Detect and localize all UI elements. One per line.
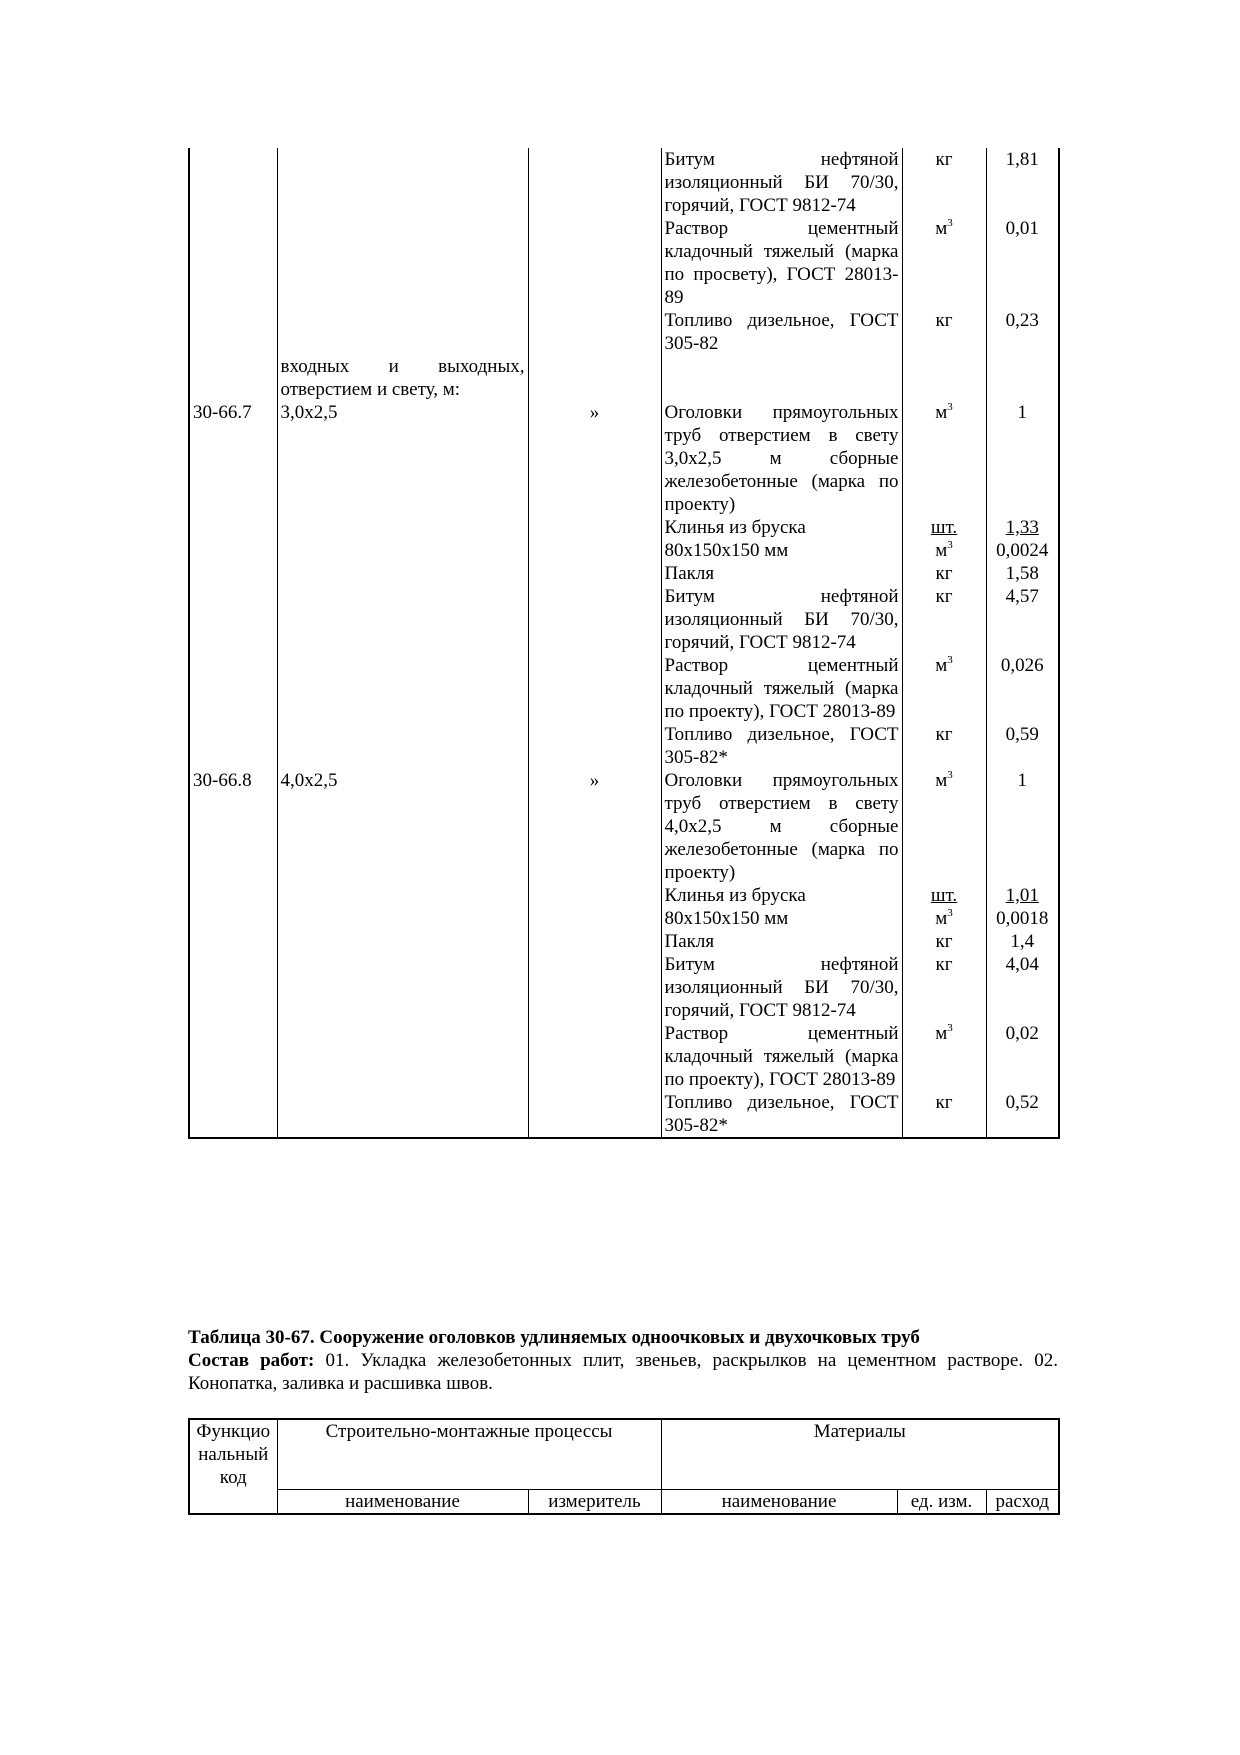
amount-text: 0,02 bbox=[1005, 1023, 1039, 1044]
unit-text: кг bbox=[935, 954, 953, 975]
materials-table-body bbox=[189, 148, 1059, 1138]
unit-text: м bbox=[935, 218, 948, 239]
material-cell: Клинья из бруска bbox=[661, 516, 902, 539]
unit-text: шт. bbox=[930, 885, 958, 906]
code-cell bbox=[189, 723, 277, 769]
unit-cell bbox=[902, 148, 986, 217]
unit-cell bbox=[902, 355, 986, 401]
name-cell bbox=[277, 930, 528, 953]
table-row bbox=[189, 539, 1059, 562]
unit-cell bbox=[902, 907, 986, 930]
code-cell bbox=[189, 930, 277, 953]
code-cell bbox=[189, 907, 277, 930]
name-cell: входных и выходных, отверстием и свету, м: bbox=[277, 355, 528, 401]
work-composition-text: 01. Укладка железобетонных плит, звеньев, раскрылков на цементном растворе. 02. Конопатка, заливка и расшивка швов. bbox=[188, 1350, 1058, 1394]
unit-text: кг bbox=[935, 931, 953, 952]
material-cell bbox=[661, 355, 902, 401]
unit-cell bbox=[902, 539, 986, 562]
code-cell bbox=[189, 1091, 277, 1138]
meter-cell bbox=[528, 907, 661, 930]
header-processes: Строительно-монтажные процессы bbox=[277, 1419, 661, 1489]
meter-cell bbox=[528, 654, 661, 723]
unit-text: шт. bbox=[930, 517, 958, 538]
code-cell bbox=[189, 148, 277, 217]
unit-text: м bbox=[935, 655, 948, 676]
material-cell: Топливо дизельное, ГОСТ 305-82* bbox=[661, 1091, 902, 1138]
unit-cell bbox=[902, 1022, 986, 1091]
unit-text: м bbox=[935, 540, 948, 561]
amount-cell bbox=[986, 907, 1059, 930]
amount-text: 1,4 bbox=[1010, 931, 1035, 952]
table-row bbox=[189, 562, 1059, 585]
table-row bbox=[189, 654, 1059, 723]
table-row bbox=[189, 355, 1059, 401]
meter-cell bbox=[528, 723, 661, 769]
meter-cell bbox=[528, 1091, 661, 1138]
unit-text: м bbox=[935, 402, 948, 423]
amount-text: 4,57 bbox=[1005, 586, 1039, 607]
material-cell: Оголовки прямоугольных труб отверстием в свету 4,0х2,5 м сборные железобетонные (марка по проекту) bbox=[661, 769, 902, 884]
amount-cell bbox=[986, 355, 1059, 401]
meter-cell bbox=[528, 585, 661, 654]
name-cell bbox=[277, 953, 528, 1022]
name-cell bbox=[277, 148, 528, 217]
amount-text: 0,59 bbox=[1005, 724, 1039, 745]
amount-cell bbox=[986, 217, 1059, 309]
unit-cell bbox=[902, 585, 986, 654]
name-cell bbox=[277, 217, 528, 309]
unit-text: м bbox=[935, 1023, 948, 1044]
meter-cell bbox=[528, 953, 661, 1022]
amount-cell bbox=[986, 516, 1059, 539]
amount-text: 0,0018 bbox=[996, 908, 1049, 929]
amount-text: 0,52 bbox=[1005, 1092, 1039, 1113]
meter-cell bbox=[528, 516, 661, 539]
table-caption: Таблица 30-67. Сооружение оголовков удлиняемых одноочковых и двухочковых труб bbox=[188, 1327, 920, 1348]
amount-cell bbox=[986, 309, 1059, 355]
materials-table bbox=[188, 148, 1060, 1139]
name-cell bbox=[277, 539, 528, 562]
meter-cell bbox=[528, 217, 661, 309]
amount-text: 1 bbox=[1017, 402, 1027, 423]
work-composition bbox=[188, 1349, 1058, 1395]
table-row bbox=[189, 309, 1059, 355]
header-table bbox=[188, 1418, 1060, 1515]
unit-text: м bbox=[935, 908, 948, 929]
meter-cell bbox=[528, 355, 661, 401]
table-row bbox=[189, 516, 1059, 539]
amount-cell bbox=[986, 1022, 1059, 1091]
name-cell bbox=[277, 562, 528, 585]
table-row bbox=[189, 884, 1059, 907]
name-cell bbox=[277, 585, 528, 654]
unit-cell bbox=[902, 953, 986, 1022]
amount-text: 0,026 bbox=[1000, 655, 1044, 676]
code-cell bbox=[189, 585, 277, 654]
unit-cell bbox=[902, 401, 986, 516]
code-cell: 30-66.7 bbox=[189, 401, 277, 516]
amount-cell bbox=[986, 585, 1059, 654]
material-cell: Пакля bbox=[661, 930, 902, 953]
amount-text: 1,58 bbox=[1005, 563, 1039, 584]
amount-cell bbox=[986, 401, 1059, 516]
name-cell bbox=[277, 1091, 528, 1138]
amount-text: 1 bbox=[1017, 770, 1027, 791]
table-row bbox=[189, 930, 1059, 953]
amount-cell bbox=[986, 562, 1059, 585]
table-row bbox=[189, 148, 1059, 217]
material-cell: Клинья из бруска bbox=[661, 884, 902, 907]
code-cell bbox=[189, 953, 277, 1022]
name-cell bbox=[277, 723, 528, 769]
material-cell: Раствор цементный кладочный тяжелый (марка по проекту), ГОСТ 28013-89 bbox=[661, 654, 902, 723]
code-cell bbox=[189, 884, 277, 907]
unit-cell bbox=[902, 769, 986, 884]
table-row bbox=[189, 953, 1059, 1022]
meter-cell bbox=[528, 1022, 661, 1091]
unit-text: кг bbox=[935, 149, 953, 170]
material-cell: Пакля bbox=[661, 562, 902, 585]
name-cell: 4,0х2,5 bbox=[277, 769, 528, 884]
unit-cell bbox=[902, 1091, 986, 1138]
header-func-code: Функцио нальный код bbox=[189, 1419, 277, 1514]
amount-cell bbox=[986, 930, 1059, 953]
table-row bbox=[189, 769, 1059, 884]
material-cell: Битум нефтяной изоляционный БИ 70/30, горячий, ГОСТ 9812-74 bbox=[661, 148, 902, 217]
material-cell: Битум нефтяной изоляционный БИ 70/30, горячий, ГОСТ 9812-74 bbox=[661, 953, 902, 1022]
meter-cell: » bbox=[528, 769, 661, 884]
meter-cell bbox=[528, 562, 661, 585]
code-cell bbox=[189, 355, 277, 401]
code-cell bbox=[189, 654, 277, 723]
unit-text: кг bbox=[935, 1092, 953, 1113]
header-mat-name: наименование bbox=[661, 1489, 897, 1514]
material-cell: Топливо дизельное, ГОСТ 305-82* bbox=[661, 723, 902, 769]
unit-superscript: 3 bbox=[947, 769, 953, 781]
table-row bbox=[189, 401, 1059, 516]
code-cell bbox=[189, 539, 277, 562]
amount-text: 1,81 bbox=[1005, 149, 1039, 170]
header-meter: измеритель bbox=[528, 1489, 661, 1514]
unit-cell bbox=[902, 562, 986, 585]
material-cell: Оголовки прямоугольных труб отверстием в свету 3,0х2,5 м сборные железобетонные (марка по проекту) bbox=[661, 401, 902, 516]
unit-superscript: 3 bbox=[947, 401, 953, 413]
name-cell bbox=[277, 654, 528, 723]
unit-cell bbox=[902, 309, 986, 355]
amount-text: 0,01 bbox=[1005, 218, 1039, 239]
unit-cell bbox=[902, 516, 986, 539]
amount-cell bbox=[986, 654, 1059, 723]
header-materials: Материалы bbox=[661, 1419, 1059, 1489]
table-row bbox=[189, 907, 1059, 930]
material-cell: 80х150х150 мм bbox=[661, 907, 902, 930]
material-cell: Раствор цементный кладочный тяжелый (марка по проекту), ГОСТ 28013-89 bbox=[661, 1022, 902, 1091]
header-unit: ед. изм. bbox=[897, 1489, 986, 1514]
unit-superscript: 3 bbox=[947, 539, 953, 551]
amount-text: 0,0024 bbox=[996, 540, 1049, 561]
unit-cell bbox=[902, 930, 986, 953]
name-cell bbox=[277, 309, 528, 355]
code-cell bbox=[189, 1022, 277, 1091]
amount-text: 0,23 bbox=[1005, 310, 1039, 331]
name-cell: 3,0х2,5 bbox=[277, 401, 528, 516]
code-cell bbox=[189, 562, 277, 585]
material-cell: Топливо дизельное, ГОСТ 305-82 bbox=[661, 309, 902, 355]
material-cell: 80х150х150 мм bbox=[661, 539, 902, 562]
amount-text: 4,04 bbox=[1005, 954, 1039, 975]
meter-cell bbox=[528, 539, 661, 562]
table-row bbox=[189, 1022, 1059, 1091]
header-row-bottom bbox=[189, 1489, 1059, 1514]
material-cell: Битум нефтяной изоляционный БИ 70/30, горячий, ГОСТ 9812-74 bbox=[661, 585, 902, 654]
amount-cell bbox=[986, 723, 1059, 769]
name-cell bbox=[277, 1022, 528, 1091]
code-cell bbox=[189, 217, 277, 309]
code-cell bbox=[189, 309, 277, 355]
table-row bbox=[189, 217, 1059, 309]
unit-cell bbox=[902, 654, 986, 723]
unit-superscript: 3 bbox=[947, 654, 953, 666]
amount-cell bbox=[986, 884, 1059, 907]
amount-cell bbox=[986, 953, 1059, 1022]
unit-text: м bbox=[935, 770, 948, 791]
unit-superscript: 3 bbox=[947, 217, 953, 229]
meter-cell bbox=[528, 148, 661, 217]
header-name: наименование bbox=[277, 1489, 528, 1514]
amount-cell bbox=[986, 769, 1059, 884]
table-row bbox=[189, 723, 1059, 769]
table-row bbox=[189, 1091, 1059, 1138]
amount-cell bbox=[986, 148, 1059, 217]
name-cell bbox=[277, 516, 528, 539]
unit-text: кг bbox=[935, 724, 953, 745]
amount-cell bbox=[986, 539, 1059, 562]
unit-text: кг bbox=[935, 586, 953, 607]
amount-text: 1,33 bbox=[1005, 517, 1039, 538]
unit-cell bbox=[902, 884, 986, 907]
code-cell bbox=[189, 516, 277, 539]
name-cell bbox=[277, 884, 528, 907]
amount-cell bbox=[986, 1091, 1059, 1138]
meter-cell bbox=[528, 309, 661, 355]
header-consumption: расход bbox=[986, 1489, 1059, 1514]
unit-text: кг bbox=[935, 310, 953, 331]
material-cell: Раствор цементный кладочный тяжелый (марка по просвету), ГОСТ 28013-89 bbox=[661, 217, 902, 309]
unit-cell bbox=[902, 723, 986, 769]
header-row-top bbox=[189, 1419, 1059, 1489]
work-composition-label: Состав работ: bbox=[188, 1350, 315, 1371]
meter-cell: » bbox=[528, 401, 661, 516]
unit-cell bbox=[902, 217, 986, 309]
meter-cell bbox=[528, 930, 661, 953]
code-cell: 30-66.8 bbox=[189, 769, 277, 884]
unit-superscript: 3 bbox=[947, 1022, 953, 1034]
amount-text: 1,01 bbox=[1005, 885, 1039, 906]
name-cell bbox=[277, 907, 528, 930]
unit-text: кг bbox=[935, 563, 953, 584]
unit-superscript: 3 bbox=[947, 907, 953, 919]
table-row bbox=[189, 585, 1059, 654]
meter-cell bbox=[528, 884, 661, 907]
